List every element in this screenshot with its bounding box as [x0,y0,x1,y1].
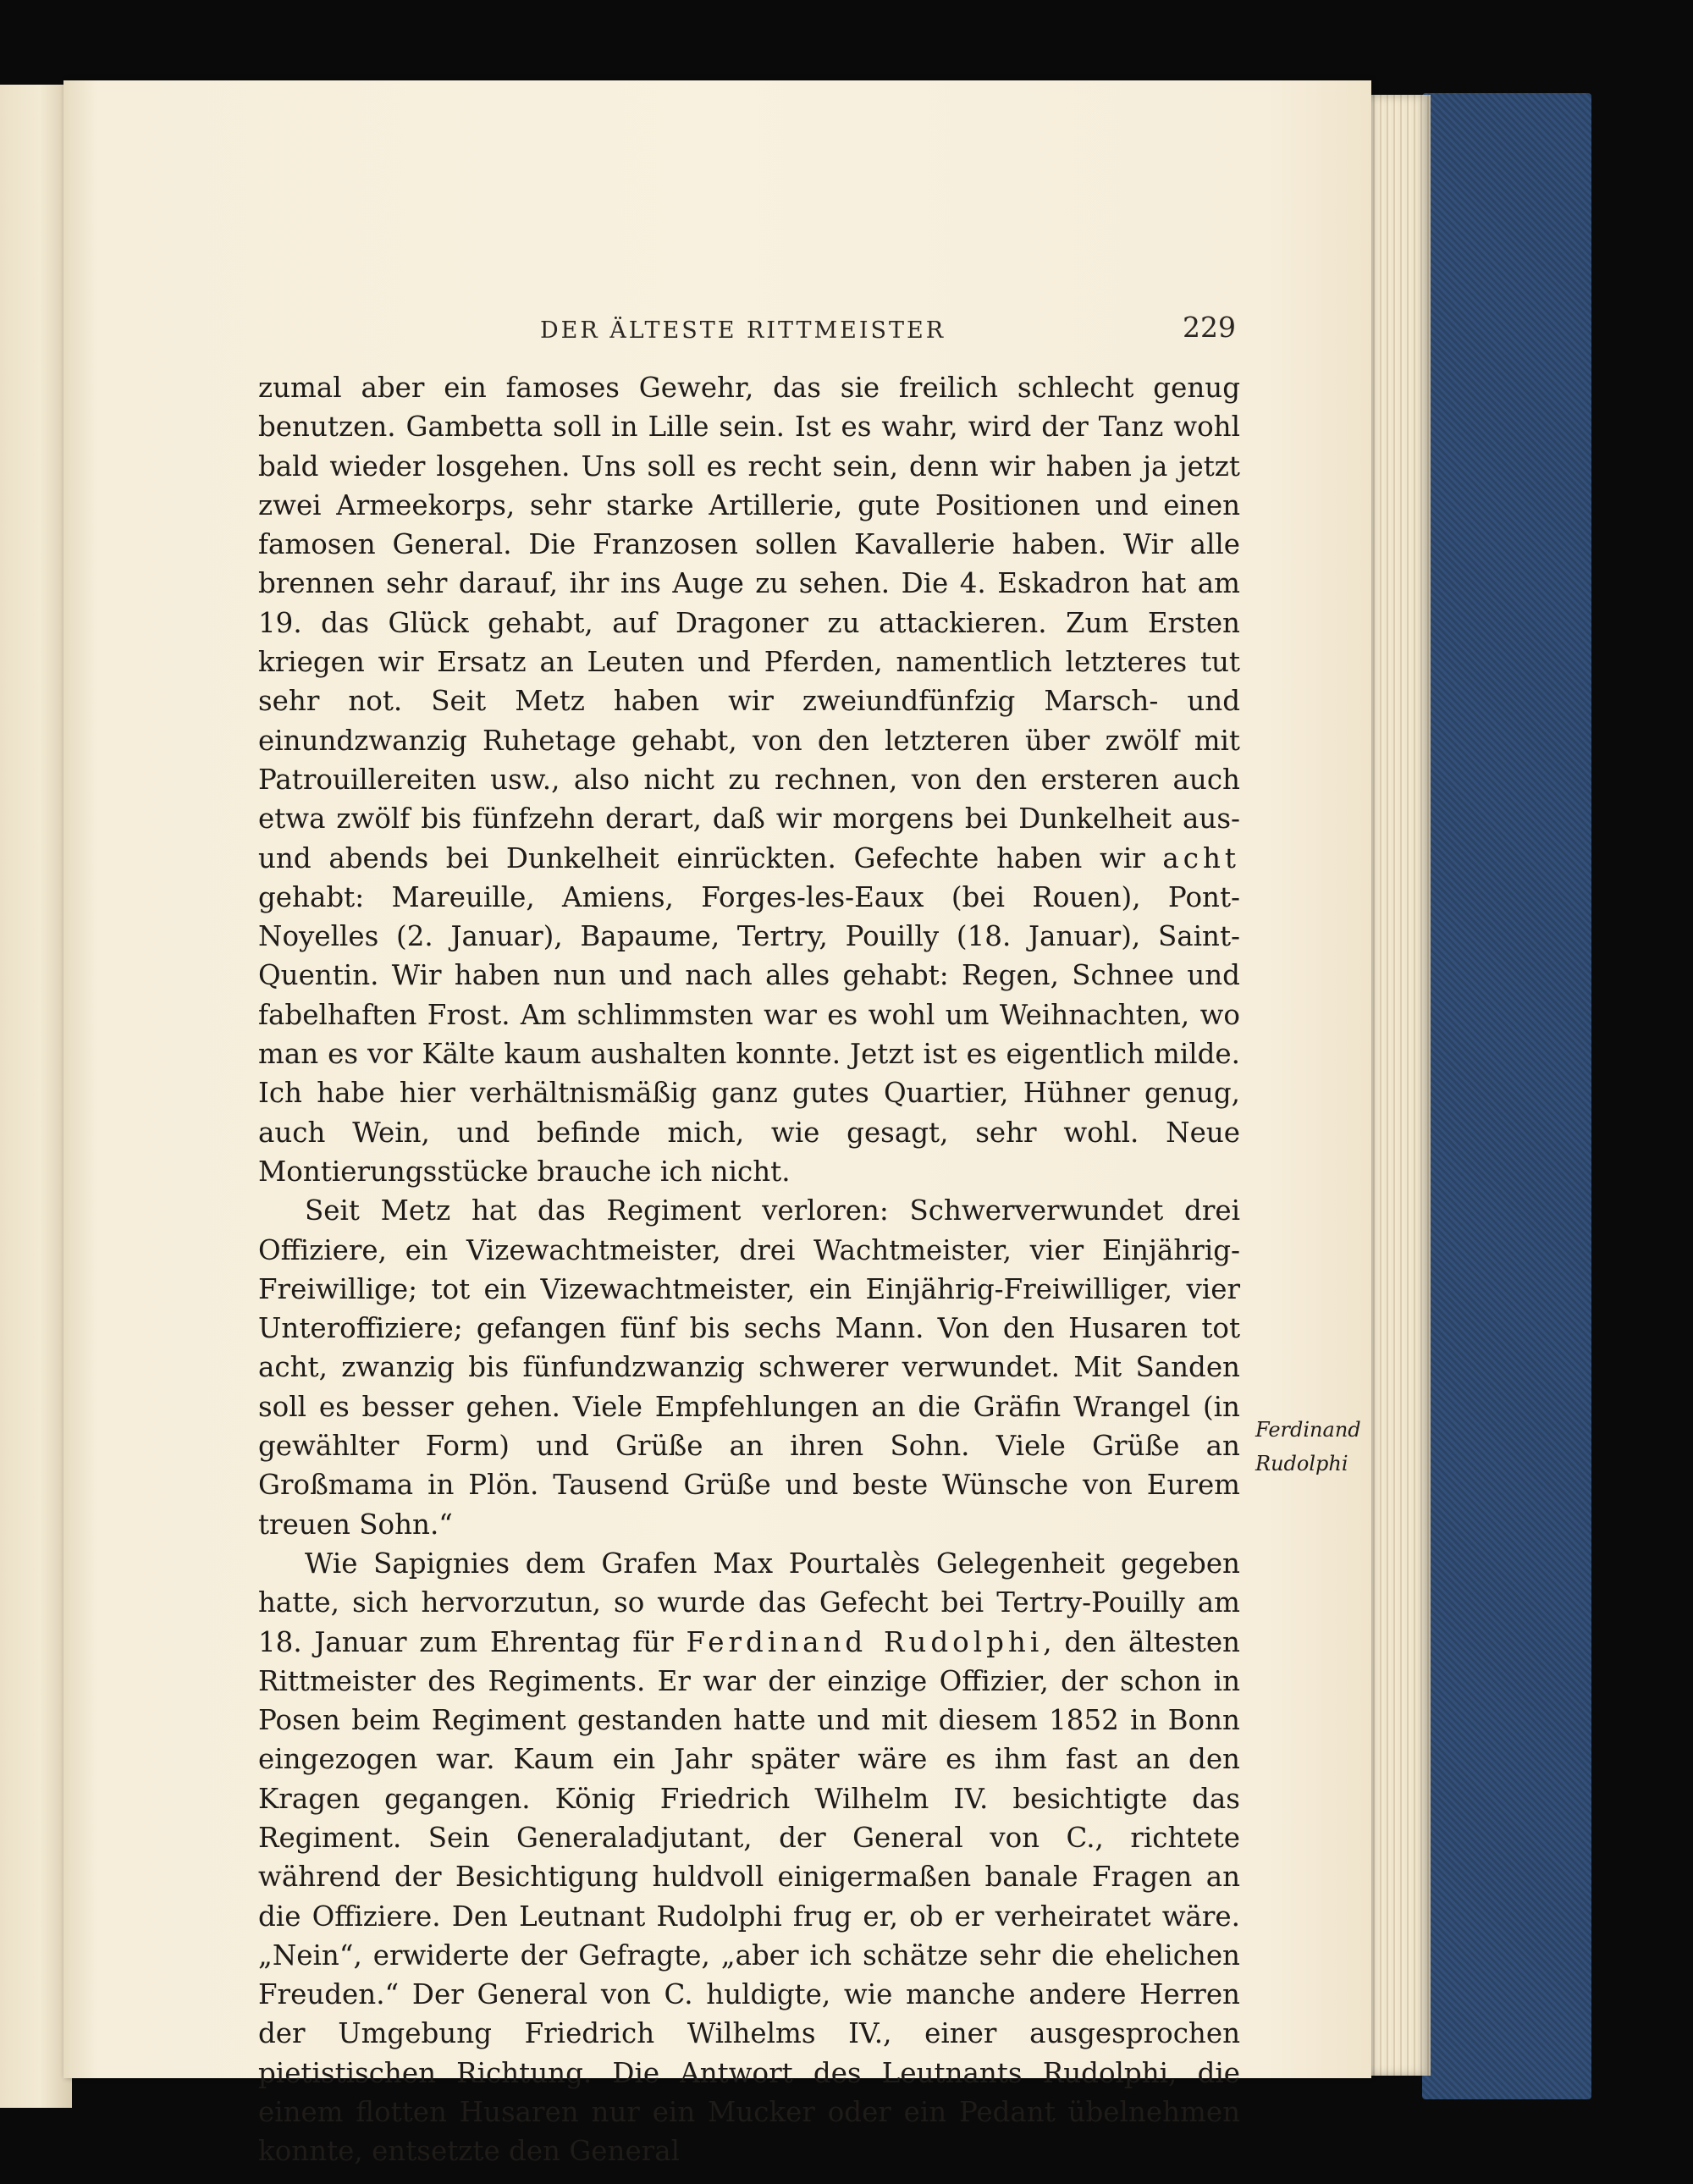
paragraph-3: Wie Sapignies dem Grafen Max Pourtalès Gelegenheit gegeben hatte, sich hervorzutun, so wurde das Gefecht bei Tertry-Pouilly am 18. Januar zum Ehrentag für Ferdinand Rudolphi, den ältesten Rittmeister des Regiments. Er war der einzige Offizier, der schon in Posen beim Regiment gestanden hatte und mit diesem 1852 in Bonn eingezogen war. Kaum ein Jahr später wäre es ihm fast an den Kragen gegangen. König Friedrich Wilhelm IV. besichtigte das Regiment. Sein Generaladjutant, der General von C., richtete während der Besichtigung huldvoll einigermaßen banale Fragen an die Offiziere. Den Leutnant Rudolphi frug er, ob er verheiratet wäre. „Nein“, erwiderte der Gefragte, „aber ich schätze sehr die ehelichen Freuden.“ Der General von C. huldigte, wie manche andere Herren der Umgebung Friedrich Wilhelms IV., einer ausgesprochen pietistischen Richtung. Die Antwort des Leutnants Rudolphi, die einem flotten Husaren nur ein Mucker oder ein Pedant übelnehmen konnte, entsetzte den General [258,1547,1240,2168]
margin-note [1255,1413,1361,1481]
margin-note-line-1: Ferdinand [1255,1418,1361,1442]
book-page [63,80,1371,2168]
page-header [254,311,1236,351]
paragraph-1-text-cont: gehabt: Mareuille, Amiens, Forges-les-Eaux (bei Rouen), Pont-Noyelles (2. Januar), Bapaume, Tertry, Pouilly (18. Januar), Saint-Quentin. Wir haben nun und nach alles gehabt: Regen, Schnee und fabelhaften Frost. Am schlimmsten war es wohl um Weihnachten, wo man es vor Kälte kaum aushalten konnte. Jetzt ist es eigentlich milde. Ich habe hier verhältnismäßig ganz gutes Quartier, Hühner genug, auch Wein, und befinde mich, wie gesagt, sehr wohl. Neue Montierungsstücke brauche ich nicht. [258,880,1240,1188]
body-text [258,368,1240,2171]
running-head: DER ÄLTESTE RITTMEISTER [540,317,946,344]
book-cover [1422,93,1591,2099]
paragraph-2: Seit Metz hat das Regiment verloren: Schwerverwundet drei Offiziere, ein Vizewachtmeister, drei Wachtmeister, vier Einjährig-Freiwillige; tot ein Vizewachtmeister, ein Einjährig-Freiwilliger, vier Unteroffiziere; gefangen fünf bis sechs Mann. Von den Husaren tot acht, zwanzig bis fünfundzwanzig schwerer verwundet. Mit Sanden soll es besser gehen. Viele Empfehlungen an die Gräfin Wrangel (in gewählter Form) und Grüße an ihren Sohn. Viele Grüße an Großmama in Plön. Tausend Grüße und beste Wünsche von Eurem treuen Sohn.“ [258,1194,1240,1541]
facing-page-edge [0,85,72,2108]
page-number: 229 [1183,311,1236,344]
margin-note-line-2: Rudolphi [1255,1452,1348,1475]
paragraph-3-text: Wie Sapignies dem Grafen Max Pourtalès Gelegenheit gegeben hatte, sich hervorzutun, so wurde das Gefecht bei Tertry-Pouilly am 18. Januar zum Ehrentag für [258,1547,1240,1658]
paragraph-1 [258,368,1240,1191]
emphasis-acht: acht [1162,841,1240,874]
emphasis-name: Ferdinand Rudolphi [686,1625,1044,1658]
paragraph-3-text-cont: den ältesten Rittmeister des Regiments. Er war der einzige Offizier, der schon in Posen beim Regiment gestanden hatte und mit diesem 1852 in Bonn eingezogen war. Kaum ein Jahr später wäre es ihm fast an den Kragen gegangen. König Friedrich Wilhelm IV. besichtigte das Regiment. Sein Generaladjutant, der General von C., richtete während der Besichtigung huldvoll einigermaßen banale Fragen an die Offiziere. Den Leutnant Rudolphi frug er, ob er verheiratet wäre. „Nein“, erwiderte der Gefragte, „aber ich schätze sehr die ehelichen Freuden.“ Der General von C. huldigte, wie manche andere Herren der Umgebung Friedrich Wilhelms IV., einer ausgesprochen pietistischen Richtung. Die Antwort des Leutnants Rudolphi, die einem flotten Husaren nur ein Mucker oder ein Pedant übelnehmen konnte, entsetzte den General [258,1625,1240,2168]
paragraph-1-text: zumal aber ein famoses Gewehr, das sie freilich schlecht genug benutzen. Gambetta soll in Lille sein. Ist es wahr, wird der Tanz wohl bald wieder losgehen. Uns soll es recht sein, denn wir haben ja jetzt zwei Armeekorps, sehr starke Artillerie, gute Positionen und einen famosen General. Die Franzosen sollen Kavallerie haben. Wir alle brennen sehr darauf, ihr ins Auge zu sehen. Die 4. Eskadron hat am 19. das Glück gehabt, auf Dragoner zu attackieren. Zum Ersten kriegen wir Ersatz an Leuten und Pferden, namentlich letzteres tut sehr not. Seit Metz haben wir zweiundfünfzig Marsch- und einundzwanzig Ruhetage gehabt, von den letzteren über zwölf mit Patrouillereiten usw., also nicht zu rechnen, von den ersteren auch etwa zwölf bis fünfzehn derart, daß wir morgens bei Dunkelheit aus- und abends bei Dunkelheit einrückten. Gefechte haben wir [258,372,1240,874]
